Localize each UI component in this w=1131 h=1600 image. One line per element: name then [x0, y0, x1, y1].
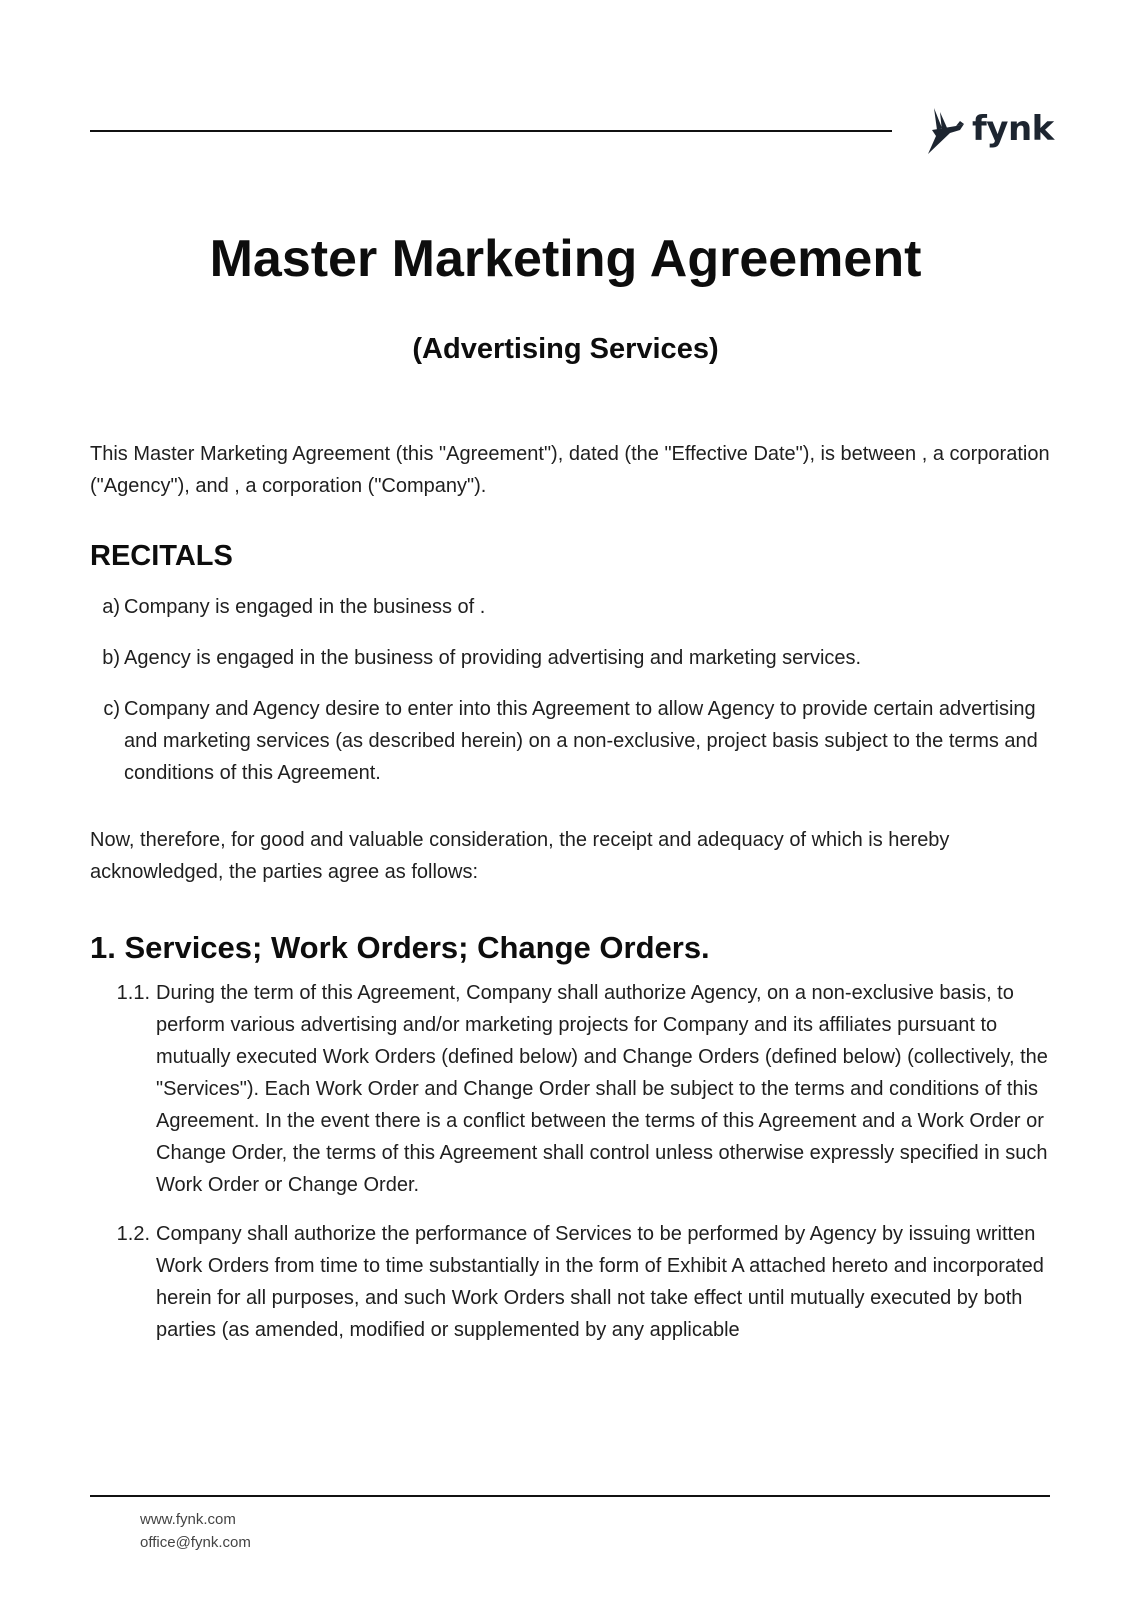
recitals-heading: RECITALS: [90, 540, 233, 572]
footer: [140, 1508, 251, 1554]
recital-text: Company is engaged in the business of .: [124, 596, 486, 618]
footer-divider: [90, 1495, 1050, 1497]
now-therefore-paragraph: Now, therefore, for good and valuable consideration, the receipt and adequacy of which is hereby acknowledged, the parties agree as follows:: [90, 829, 950, 883]
recital-marker: c): [103, 698, 120, 720]
footer-website-link[interactable]: www.fynk.com: [140, 1511, 236, 1528]
brand-logo: [920, 106, 1054, 156]
clause-number: 1.2.: [116, 1223, 150, 1245]
recital-item: [90, 693, 1050, 789]
clause-text: During the term of this Agreement, Company shall authorize Agency, on a non-exclusive basis, to perform various advertising and/or marketing projects for Company and its affiliates pursuant to mutually executed Work Orders (defined below) and Change Orders (defined below) (collectively, the "Services"). Each Work Order and Change Order shall be subject to the terms and conditions of this Agreement. In the event there is a conflict between the terms of this Agreement and a Work Order or Change Order, the terms of this Agreement shall control unless otherwise expressly specified in such Work Order or Change Order.: [156, 982, 1048, 1196]
clause-number: 1.1.: [116, 982, 150, 1004]
clause-item: [90, 977, 1050, 1201]
brand-name: fynk: [972, 109, 1054, 149]
recital-text: Agency is engaged in the business of providing advertising and marketing services.: [124, 647, 862, 669]
bird-logo-icon: [920, 106, 966, 156]
header-divider: [90, 130, 892, 132]
clause-item: [90, 1218, 1050, 1346]
footer-email-link[interactable]: office@fynk.com: [140, 1534, 251, 1551]
document-subtitle: (Advertising Services): [412, 333, 719, 365]
recital-item: [90, 591, 1050, 623]
intro-paragraph: This Master Marketing Agreement (this "Agreement"), dated (the "Effective Date"), is between , a corporation ("Agency"), and , a corporation ("Company").: [90, 443, 1050, 497]
clause-text: Company shall authorize the performance of Services to be performed by Agency by issuing written Work Orders from time to time substantially in the form of Exhibit A attached hereto and incorporated herein for all purposes, and such Work Orders shall not take effect until mutually executed by both parties (as amended, modified or supplemented by any applicable: [156, 1223, 1044, 1341]
recital-text: Company and Agency desire to enter into this Agreement to allow Agency to provide certain advertising and marketing services (as described herein) on a non-exclusive, project basis subject to the terms and conditions of this Agreement.: [124, 698, 1038, 784]
recital-item: [90, 642, 1050, 674]
recital-marker: b): [102, 647, 120, 669]
section-1-heading: 1. Services; Work Orders; Change Orders.: [90, 930, 710, 965]
recital-marker: a): [102, 596, 120, 618]
document-title: Master Marketing Agreement: [209, 230, 922, 288]
